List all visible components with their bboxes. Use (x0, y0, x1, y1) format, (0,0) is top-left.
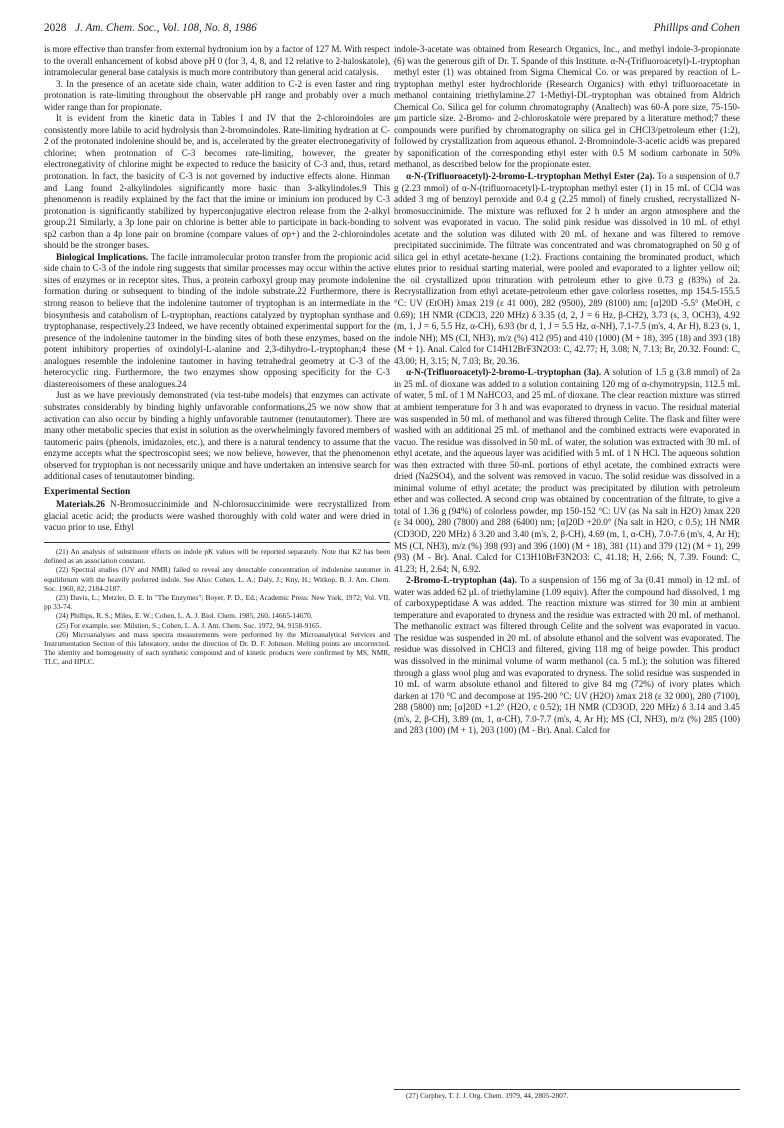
procedure-4a-heading: 2-Bromo-L-tryptophan (4a). (406, 575, 517, 586)
right-footnotes (394, 1091, 740, 1100)
procedure-3a-heading: α-N-(Trifluoroacetyl)-2-bromo-L-tryptophan (3a). (406, 367, 602, 378)
biological-heading: Biological Implications. (56, 251, 149, 262)
procedure-2a-text: To a suspension of 0.7 g (2.23 mmol) of α-N-(trifluoroacetyl)-L-tryptophan methyl ester (1) in 15 mL of CCl4 was added 3 mg of benzoyl peroxide and 0.4 g (2.25 mmol) of finely crushed, recrystallized N-bromosuccinimide. The mixture was refluxed for 2 h under an argon atmosphere and the solvent was evaporated in vacuo. The solid pink residue was dissolved in 10 mL of ethyl acetate and the solution was diluted with 20 mL of hexane and was filtered to remove precipitated succinimide. The filtrate was concentrated and was chromatographed on 50 g of silica gel in ethyl acetate-hexane (1:2). Fractions containing the brominated product, which elutes prior to residual starting material, were pooled and evaporated to a lighter yellow oil; the oil crystallized upon trituration with petroleum ether to give 0.73 g (83%) of 2a. Recrystallization from ethyl acetate-petroleum ether gave colorless rosettes, mp 154.5-155.5 °C: UV (EtOH) λmax 219 (ε 41 000), 282 (9500), 289 (8100) nm; [α]20D -5.5° (MeOH, c 0.69); 1H NMR (CDCl3, 220 MHz) δ 3.35 (d, 2, J = 6 Hz, β-CH2), 3.73 (s, 3, OCH3), 4.92 (m, 1, J = 6, 5.5 Hz, α-CH), 6.93 (br d, 1, J = 5.5 Hz, α-NH), 7.1-7.5 (m's, 4, Ar H), 8.23 (s, 1, indole NH); MS (CI, NH3), m/z (%) 412 (95) and 410 (1000) (M + 18), 395 (18) and 393 (18) (M + 1). Anal. Calcd for C14H12BrF3N2O3: C, 42.77; H, 3.08; N, 7.13; Br, 20.32. Found: C, 43.00; H, 3.15; N, 7.03; Br, 20.36. (394, 171, 740, 366)
materials-heading: Materials.26 (56, 499, 105, 510)
footnote-divider (44, 542, 390, 543)
procedure-4a-text: To a suspension of 156 mg of 3a (0.41 mmol) in 12 mL of water was added 62 μL of triethylamine (1.09 equiv). After the compound had dissolved, 1 mg of carboxypeptidase A was added. The reaction mixture was stirred for 30 min at ambient temperature and evaporated to dryness and the residue was extracted with 20 mL of methanol. The methanolic extract was filtered through Celite and the solvent was evaporated in vacuo. The residue was suspended in 20 mL of absolute ethanol and the solvent was evaporated. The residue was dissolved in CHCl3 and filtered, giving 118 mg of beige powder. This product was dissolved in the minimal volume of warm methanol (ca. 5 mL); the solution was filtered through a glass wool plug and was evaporated to dryness. The solid residue was suspended in 10 mL of warm absolute ethanol and filtered to give 84 mg (72%) of ivory plates which darken at 170 °C and decompose at 195-200 °C: UV (H2O) λmax 218 (ε 32 000), 280 (7100), 288 (5800) nm; [α]20D +1.2° (H2O, c 0.52); 1H NMR (CD3OD, 220 MHz) δ 3.14 and 3.45 (m's, 2, β-CH), 3.89 (m, 1, α-CH), 7.0-7.7 (m's, 4, Ar H); MS (CI, NH3), m/z (%) 285 (100) and 283 (100) (M + 1), 203 (100) (M - Br). Anal. Calcd for (394, 575, 740, 736)
paragraph-point-3: 3. In the presence of an acetate side chain, water addition to C-2 is even faster and ring protonation is rate-limiting throughout the observable pH range and probably over a much wider range than for propionate. (44, 78, 390, 112)
paragraph-intro: is more effective than transfer from external hydronium ion by a factor of 127 M. With respect to the overall enhancement of kobsd above pH 0 (for 3, 4, 8, and 12 relative to 2-haloskatole), intramolecular general base catalysis is much more contributory than general acid catalysis. (44, 44, 390, 78)
procedure-2a-heading: α-N-(Trifluoroacetyl)-2-bromo-L-tryptophan Methyl Ester (2a). (406, 171, 655, 182)
paragraph-biological (44, 252, 390, 391)
paragraph-halogen: It is evident from the kinetic data in Tables I and IV that the 2-chloroindoles are consistently more labile to acid hydrolysis than 2-bromoindoles. Rate-limiting hydration at C-2 of the protonated indolenine should be, and is, accelerated by the greater electronegativity of chlorine; when protonation of C-3 becomes rate-limiting, however, the greater electronegativity of chlorine might be expected to reduce the basicity of C-3 and, thus, retard protonation. In fact, the basicity of C-3 is not governed by inductive effects alone. Hinman and Lang found 2-alkylindoles significantly more basic than 3-alkylindoles.9 This phenomenon is readily explained by the fact that the imine or iminium ion produced by C-3 protonation is significantly stabilized by hyperconjugative electron release from the 2-alkyl group.21 Similarly, a 3p lone pair on chlorine is better able to participate in back-bonding to sp2 carbon than a 4p lone pair on bromine (compare values of σp+) and the 2-chloroindoles should be the stronger bases. (44, 113, 390, 251)
footnote-25: (25) For example, see: Milstien, S.; Cohen, L. A. J. Am. Chem. Soc. 1972, 94, 9158-9165. (56, 620, 322, 630)
procedure-3a-text: A solution of 1.5 g (3.8 mmol) of 2a in 25 mL of dioxane was added to a solution containing 120 mg of α-chymotrypsin, 112.5 mL of water, 5 mL of 1 M NaHCO3, and 25 mL of dioxane. The clear reaction mixture was stirred at ambient temperature for 3 h and was evaporated to dryness in vacuo. The residual material was suspended in 50 mL of methanol and was filtered through Celite. The flask and filter were washed with an additional 25 mL of methanol and the combined extracts were evaporated in vacuo. The residue was dissolved in 50 mL of water, the solution was extracted with 30 mL of ethyl acetate, and the aqueous layer was acidified with 5 mL of 1 N HCl. The aqueous solution was then extracted with three 50-mL portions of ethyl acetate, the combined extracts were dried (Na2SO4), and the solvent was removed in vacuo. The solid residue was dissolved in a minimal volume of ethyl acetate; the product was precipitated by dilution with petroleum ether and was collected. A second crop was obtained by concentration of the filtrate, to give a total of 1.36 g (94%) of colorless powder, mp 150-152 °C: UV (as Na salt in H2O) λmax 220 (ε 34 000), 280 (7800) and 288 (6400) nm; [α]20D +20.0° (Na salt in H2O, c 0.5); 1H NMR (CD3OD, 220 MHz) δ 3.20 and 3.40 (m's, 2, β-CH), 4.69 (m, 1, α-CH), 7.0-7.6 (m's, 4, Ar H); MS (CI, NH3), m/z (%) 398 (93) and 396 (100) (M + 18), 381 (11) and 379 (12) (M + 1), 299 (93) (M - Br). Anal. Calcd for C13H10BrF3N2O3: C, 41.18; H, 2.66; N, 7.39. Found: C, 41.23; H, 2.64; N, 6.92. (394, 367, 740, 574)
procedure-2a (394, 171, 740, 367)
header-authors: Phillips and Cohen (653, 22, 740, 34)
left-column (44, 44, 390, 667)
procedure-3a (394, 367, 740, 575)
materials-text: N-Bromosuccinimide and N-chlorosuccinimide were recrystallized from glacial acetic acid; the products were washed thoroughly with cold water and were dried in vacuo prior to use. Ethyl (44, 499, 390, 533)
header-left (44, 22, 257, 40)
footnote-24: (24) Phillips, R. S.; Miles, E. W.; Cohen, L. A. J. Biol. Chem. 1985, 260, 14665-14670. (56, 611, 313, 621)
paragraph-materials-continued: indole-3-acetate was obtained from Research Organics, Inc., and methyl indole-3-propionate (6) was the generous gift of Dr. T. Spande of this Institute. α-N-(Trifluoroacetyl)-L-tryptophan methyl ester (1) was obtained from Sigma Chemical Co. or was prepared by reaction of L-tryptophan methyl ester hydrochloride (Research Organics) with ethyl trifluoroacetate in methanol containing triethylamine.27 1-Methyl-DL-tryptophan was obtained from Aldrich Chemical Co. Silica gel for column chromatography (Analtech) was 60-Å pore size, 75-150-μm particle size. 2-Bromo- and 2-chloroskatole were prepared by a literature method;7 these compounds were purified by chromatography on silica gel in CHCl3/petroleum ether (1:2), followed by crystallization from aqueous ethanol. 2-Bromoindole-3-acetic acid6 was prepared by saponification of the corresponding ethyl ester with 0.5 M sodium carbonate in 50% methanol, as described below for the propionate ester. (394, 44, 740, 170)
biological-text: The facile intramolecular proton transfer from the propionic acid side chain to C-3 of the indole ring suggests that similar processes may occur within the active sites of enzymes or in receptor sites. Thus, a protein carboxyl group may promote indolenine formation during or subsequent to binding of the indole substrate.22 Furthermore, there is strong reason to believe that the indolenine tautomer of tryptophan is an intermediate in the biosynthesis and catabolism of L-tryptophan, reactions catalyzed by tryptophan synthase and tryptophanase, respectively.23 Indeed, we have recently obtained experimental support for the presence of the indolenine tautomer in the binding sites of both these enzymes, based on the potent inhibitory properties of oxindolyl-L-alanine and 2,3-dihydro-L-tryptophan;4 these analogues resemble the indolenine tautomer in having tetrahedral geometry at C-3 of the heterocyclic ring. Furthermore, the two enzymes show opposing specificity for the C-3 diastereoisomers of these analogues.24 (44, 251, 390, 389)
right-column (394, 44, 740, 737)
paragraph-tenutautomer: Just as we have previously demonstrated (via test-tube models) that enzymes can activate substrates considerably by binding highly unfavorable conformations,25 we now show that activation can also occur by binding a highly unfavorable tautomer (tenutautomer). There are many other metabolic species that exist in solution as the overwhelmingly favored members of tautomeric pairs (phenols, imidazoles, etc.), and there is a natural tendency to assume that the enzyme accepts what the spectroscopist sees; we now believe, however, that the phenomenon observed for tryptophan is not necessarily unique and have undertaken an intensive search for additional cases of tenutautomer binding. (44, 390, 390, 482)
footnote-27: (27) Curphey, T. J. J. Org. Chem. 1979, 44, 2805-2807. (406, 1091, 569, 1100)
footnote-26: (26) Microanalyses and mass spectra measurements were performed by the Microanalytical Services and Instrumentation Section of this laboratory, under the direction of Dr. D. F. Johnson. Melting points are uncorrected. The identity and homogeneity of each synthetic compound and of kinetic products were confirmed by MS, NMR, TLC, and HPLC. (44, 629, 390, 667)
page-number: 2028 (44, 22, 67, 34)
footnote-21: (21) An analysis of substituent effects on indole pK values will be reported separately. Note that K2 has been defined as an association constant. (44, 546, 390, 566)
journal-citation: J. Am. Chem. Soc., Vol. 108, No. 8, 1986 (75, 22, 257, 34)
footnote-divider-right (394, 1089, 740, 1090)
running-header (44, 22, 740, 40)
footnote-23: (23) Davis, L.; Metzler, D. E. In "The Enzymes"; Boyer, P. D., Ed.; Academic Press: New York, 1972; Vol. VII, pp 33-74. (44, 592, 390, 612)
procedure-4a (394, 575, 740, 737)
footnote-22: (22) Spectral studies (UV and NMR) failed to reveal any detectable concentration of indolenine tautomer in equilibrium with the heavily preferred indole. See Also: Cohen, L. A.; Daly, J.; Kny, H.; Witkop, B. J. Am. Chem. Soc. 1960, 82, 2184-2187. (44, 565, 390, 593)
experimental-heading: Experimental Section (44, 486, 131, 497)
paragraph-materials (44, 499, 390, 534)
